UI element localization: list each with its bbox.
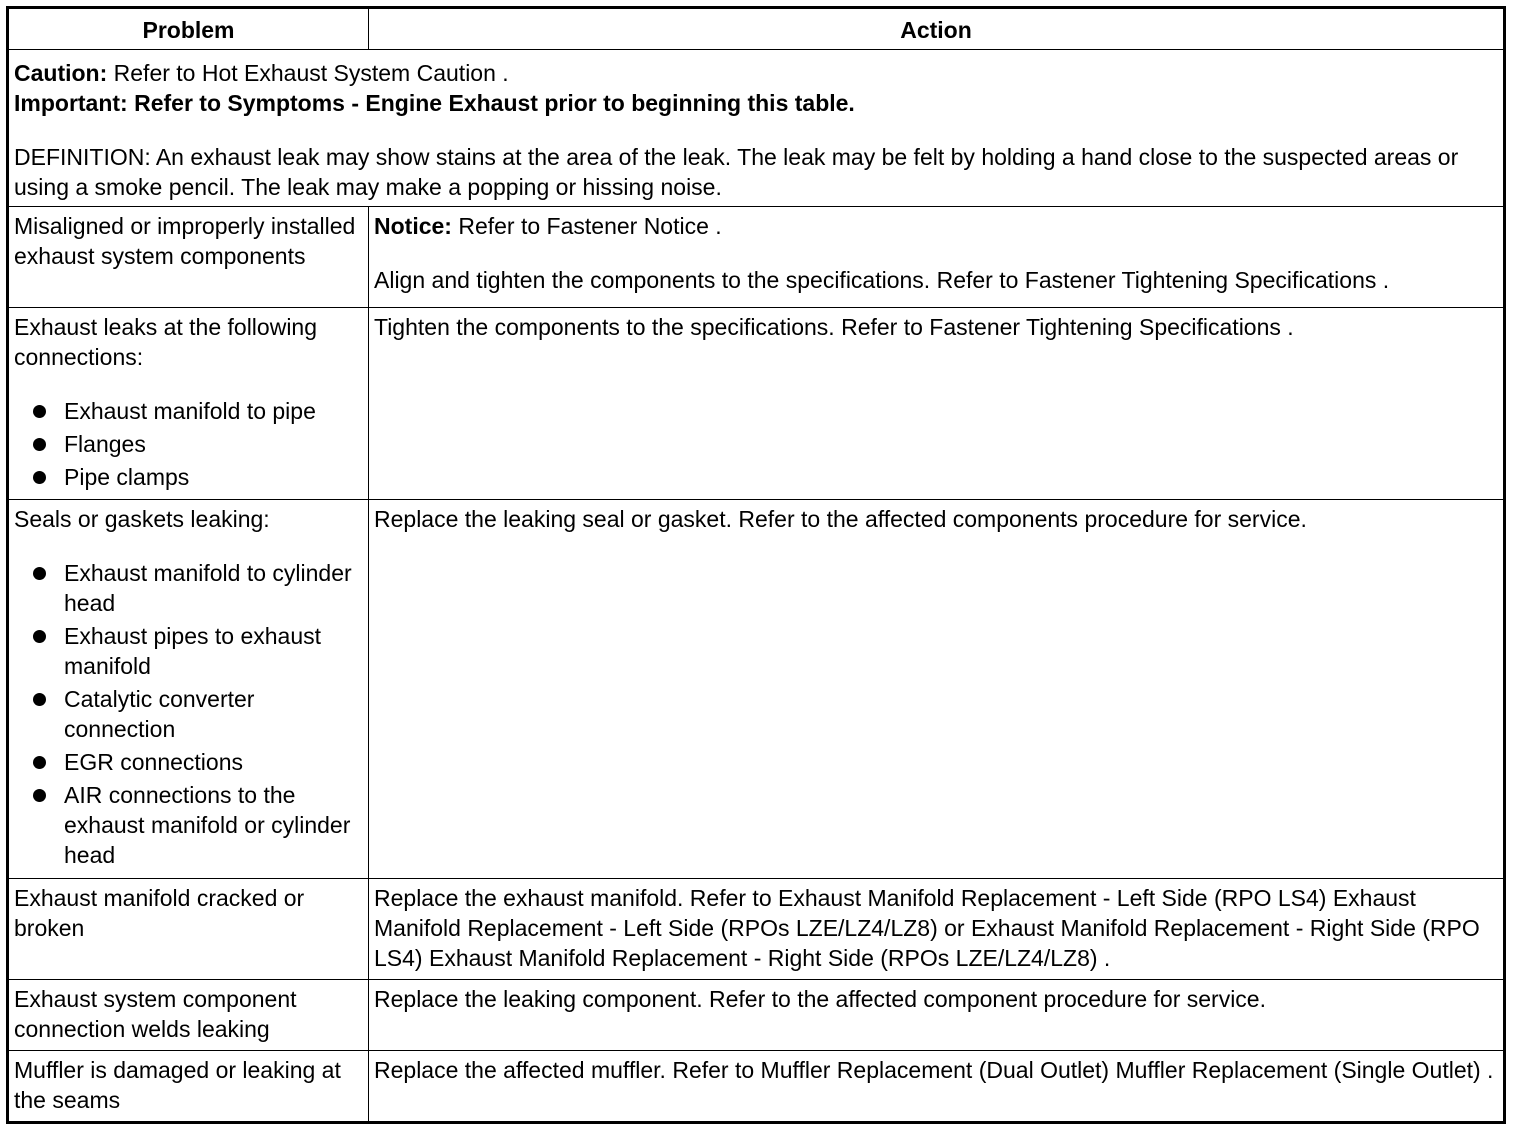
table-row (8, 207, 1505, 308)
list-item (14, 396, 363, 426)
notice-text: Refer to Fastener Notice . (451, 213, 722, 239)
table-row (8, 980, 1505, 1051)
problem-cell (8, 500, 369, 879)
bullet-icon (33, 630, 46, 643)
bullet-list (14, 558, 363, 870)
list-item (14, 558, 363, 618)
table-row (8, 1051, 1505, 1123)
bullet-icon (33, 438, 46, 451)
table-row (8, 308, 1505, 500)
bullet-icon (33, 693, 46, 706)
list-item-text: Flanges (64, 431, 146, 457)
notice-line (374, 211, 1498, 241)
problem-cell: Exhaust manifold cracked or broken (8, 879, 369, 980)
action-cell: Replace the exhaust manifold. Refer to Exhaust Manifold Replacement - Left Side (RPO LS4) Exhaust Manifold Replacement - Left Side (RPOs LZE/LZ4/LZ8) or Exhaust Manifold Replacement - Right Side (RPO LS4) Exhaust Manifold Replacement - Right Side (RPOs LZE/LZ4/LZ8) . (369, 879, 1505, 980)
bullet-list (14, 396, 363, 492)
action-cell: Replace the leaking seal or gasket. Refer to the affected components procedure for service. (369, 500, 1505, 879)
list-item-text: Exhaust pipes to exhaust manifold (64, 623, 321, 679)
bullet-icon (33, 567, 46, 580)
bullet-icon (33, 789, 46, 802)
problem-text: Exhaust leaks at the following connections: (14, 314, 318, 370)
notes-cell (8, 50, 1505, 207)
important-note: Important: Refer to Symptoms - Engine Exhaust prior to beginning this table. (14, 90, 855, 116)
list-item (14, 747, 363, 777)
definition-text: DEFINITION: An exhaust leak may show stains at the area of the leak. The leak may be felt by holding a hand close to the suspected areas or using a smoke pencil. The leak may make a popping or hissing noise. (14, 144, 1459, 200)
notice-label: Notice: (374, 213, 452, 239)
list-item-text: Catalytic converter connection (64, 686, 255, 742)
bullet-icon (33, 756, 46, 769)
list-item (14, 621, 363, 681)
problem-text: Seals or gaskets leaking: (14, 506, 270, 532)
problem-cell (8, 308, 369, 500)
list-item (14, 429, 363, 459)
diagnostic-table (6, 6, 1506, 1124)
notes-row (8, 50, 1505, 207)
caution-line (14, 58, 1498, 88)
list-item (14, 684, 363, 744)
action-cell: Replace the leaking component. Refer to the affected component procedure for service. (369, 980, 1505, 1051)
header-row (8, 8, 1505, 50)
bullet-icon (33, 405, 46, 418)
list-item-text: AIR connections to the exhaust manifold or cylinder head (64, 782, 351, 868)
action-cell: Replace the affected muffler. Refer to Muffler Replacement (Dual Outlet) Muffler Replacement (Single Outlet) . (369, 1051, 1505, 1123)
action-cell (369, 207, 1505, 308)
caution-label: Caution: (14, 60, 108, 86)
list-item-text: Exhaust manifold to cylinder head (64, 560, 352, 616)
caution-text: Refer to Hot Exhaust System Caution . (107, 60, 509, 86)
problem-cell: Exhaust system component connection welds leaking (8, 980, 369, 1051)
table-row (8, 879, 1505, 980)
action-column-header: Action (369, 8, 1505, 50)
list-item (14, 462, 363, 492)
list-item-text: Exhaust manifold to pipe (64, 398, 316, 424)
problem-cell: Misaligned or improperly installed exhaust system components (8, 207, 369, 308)
list-item-text: EGR connections (64, 749, 243, 775)
list-item (14, 780, 363, 870)
list-item-text: Pipe clamps (64, 464, 190, 490)
action-cell: Tighten the components to the specifications. Refer to Fastener Tightening Specifications . (369, 308, 1505, 500)
table-row (8, 500, 1505, 879)
action-text: Align and tighten the components to the specifications. Refer to Fastener Tightening Specifications . (374, 267, 1390, 293)
problem-column-header: Problem (8, 8, 369, 50)
problem-cell: Muffler is damaged or leaking at the seams (8, 1051, 369, 1123)
bullet-icon (33, 471, 46, 484)
